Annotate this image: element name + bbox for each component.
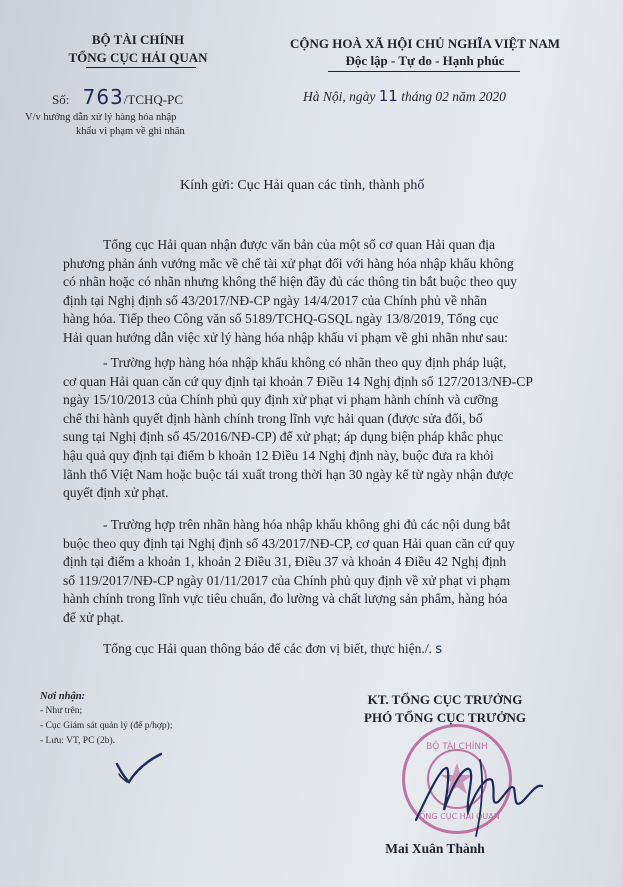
signature-title-1: KT. TỔNG CỤC TRƯỞNG <box>367 692 523 707</box>
p3-line: - Trường hợp trên nhãn hàng hóa nhập khẩu không ghi đủ các nội dung bắt <box>103 517 511 532</box>
p2-line: sung tại Nghị định số 45/2016/NĐ-CP) để xử phạt; áp dụng biện pháp khắc phục <box>63 429 504 445</box>
svg-text:BỘ TÀI CHÍNH: BỘ TÀI CHÍNH <box>426 742 488 752</box>
issue-date <box>303 87 506 105</box>
date-suffix: tháng 02 năm 2020 <box>401 89 506 104</box>
p2-line: ngày 15/10/2013 của Chính phủ quy định xử phạt vi phạm hành chính và cưỡng <box>63 392 498 408</box>
signer-name: Mai Xuân Thành <box>385 841 485 856</box>
recipients-title: Nơi nhận: <box>40 691 86 702</box>
handwritten-check-mark <box>115 752 165 786</box>
p2-line: lãnh thổ Việt Nam hoặc buộc tái xuất trong thời hạn 30 ngày kể từ ngày nhận được <box>63 466 514 482</box>
paragraph-1 <box>63 236 578 348</box>
p1-line: Tổng cục Hải quan nhận được văn bản của một số cơ quan Hải quan địa <box>103 237 496 252</box>
department-name: TỔNG CỤC HẢI QUAN <box>68 50 208 65</box>
p3-line: số 119/2017/NĐ-CP ngày 01/11/2017 của Chính phủ quy định về xử phạt vi phạm <box>63 572 511 588</box>
recipient-item: - Cục Giám sát quản lý (để p/hợp); <box>40 721 173 731</box>
p2-line: - Trường hợp hàng hóa nhập khẩu không có nhãn theo quy định pháp luật, <box>103 355 507 370</box>
country-name: CỘNG HOÀ XÃ HỘI CHỦ NGHĨA VIỆT NAM <box>289 36 561 51</box>
handwritten-signature <box>410 750 560 840</box>
recipient-item: - Như trên; <box>40 706 83 716</box>
recipient-item: - Lưu: VT, PC (2b). <box>40 736 115 746</box>
p1-line: Hải quan hướng dẫn việc xử lý hàng hóa nhập khẩu vi phạm về ghi nhãn như sau: <box>63 329 508 345</box>
national-motto: Độc lập - Tự do - Hạnh phúc <box>345 53 505 68</box>
salutation: Kính gửi: Cục Hải quan các tỉnh, thành phố <box>180 178 425 193</box>
closing-handwritten-mark: s <box>435 642 443 657</box>
p1-line: định tại Nghị định số 43/2017/NĐ-CP ngày 14/4/2017 của Chính phủ về nhãn <box>63 292 487 308</box>
p2-line: chế thi hành quyết định hành chính trong lĩnh vực hải quan (được sửa đổi, bổ <box>63 410 483 426</box>
subject-line-1: V/v hướng dẫn xử lý hàng hóa nhập <box>25 112 177 123</box>
paragraph-3 <box>63 516 578 628</box>
p1-line: có nhãn hoặc có nhãn nhưng không thể hiện đầy đủ các thông tin bắt buộc theo quy <box>63 274 517 290</box>
header-left-underline <box>86 67 196 68</box>
date-day-handwritten: 11 <box>378 87 398 105</box>
closing-sentence <box>103 641 442 657</box>
document-number <box>52 85 183 109</box>
p1-line: hàng hóa. Tiếp theo Công văn số 5189/TCHQ-GSQL ngày 13/8/2019, Tổng cục <box>63 311 499 327</box>
p3-line: để xử phạt. <box>63 609 124 625</box>
ministry-name: BỘ TÀI CHÍNH <box>91 32 185 47</box>
svg-text:TỔNG CỤC HẢI QUAN: TỔNG CỤC HẢI QUAN <box>414 812 500 821</box>
signature-title-2: PHÓ TỔNG CỤC TRƯỞNG <box>364 710 526 725</box>
subject-line-2: khẩu vi phạm về ghi nhãn <box>76 126 185 137</box>
doc-number-suffix: /TCHQ-PC <box>123 92 184 107</box>
p3-line: định tại điểm a khoản 1, khoản 2 Điều 31, Điều 37 và khoản 4 Điều 42 Nghị định <box>63 554 507 570</box>
p1-line: phương phản ánh vướng mắc về chế tài xử phạt đối với hàng hóa nhập khẩu không <box>63 255 514 271</box>
doc-number-handwritten: 763 <box>82 85 124 109</box>
motto-underline <box>328 71 520 72</box>
p2-line: hậu quả quy định tại điểm b khoản 12 Điều 14 Nghị định này, buộc đưa ra khỏi <box>63 447 494 463</box>
doc-number-label: Số: <box>52 92 70 107</box>
paragraph-2 <box>63 354 578 503</box>
p3-line: hành chính trong lĩnh vực tiêu chuẩn, đo lường và chất lượng sản phẩm, hàng hóa <box>63 591 508 607</box>
closing-text: Tổng cục Hải quan thông báo để các đơn vị biết, thực hiện./. <box>103 641 433 656</box>
p2-line: cơ quan Hải quan căn cứ quy định tại khoản 7 Điều 14 Nghị định số 127/2013/NĐ-CP <box>63 373 533 389</box>
date-prefix: Hà Nội, ngày <box>303 89 376 104</box>
p2-line: quyết định xử phạt. <box>63 485 169 501</box>
p3-line: buộc theo quy định tại Nghị định số 43/2017/NĐ-CP, cơ quan Hải quan căn cứ quy <box>63 535 515 551</box>
